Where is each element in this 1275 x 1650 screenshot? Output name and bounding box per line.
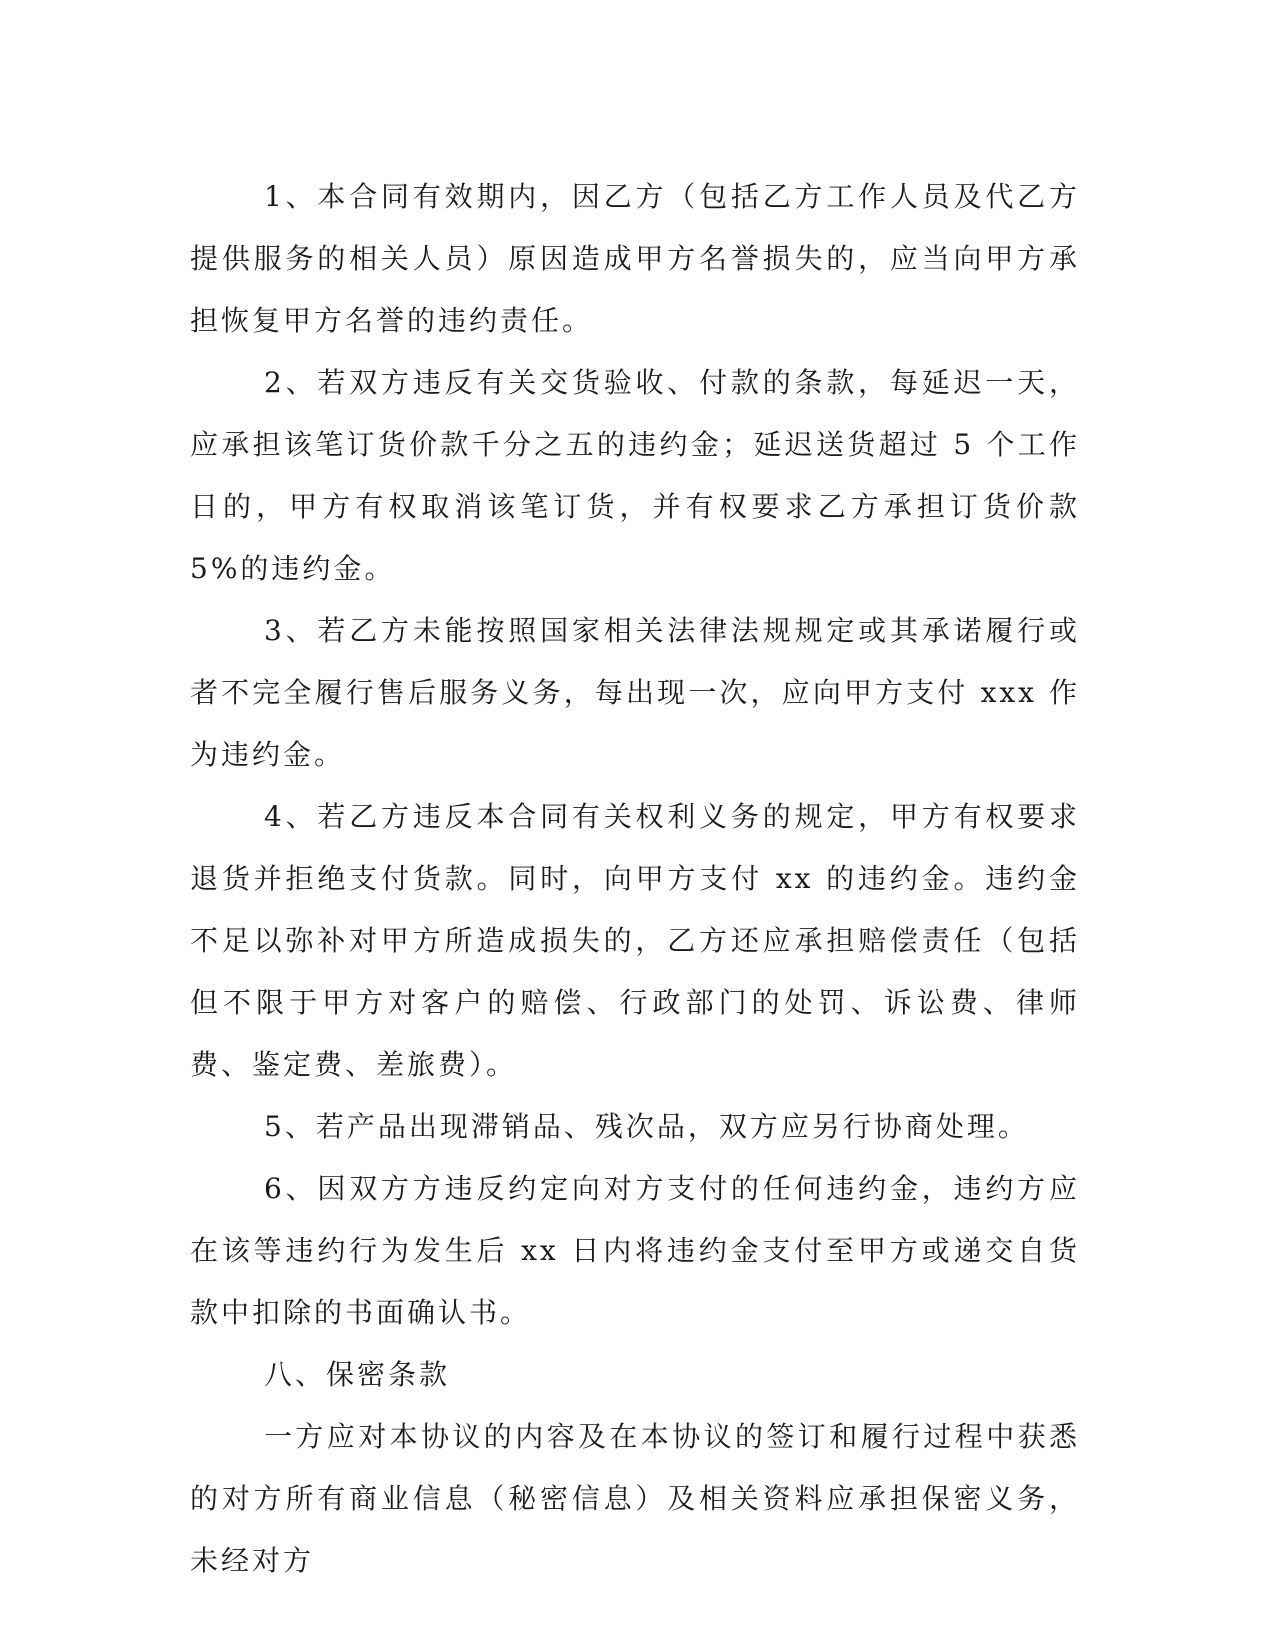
clause-4-paragraph: 4、若乙方违反本合同有关权利义务的规定，甲方有权要求退货并拒绝支付货款。同时，向甲方支付 xx 的违约金。违约金不足以弥补对甲方所造成损失的，乙方还应承担赔偿责任（包括但不限于甲方对客户的赔偿、行政部门的处罚、诉讼费、律师费、鉴定费、差旅费）。: [190, 800, 1080, 1081]
clause-5-paragraph: 5、若产品出现滞销品、残次品，双方应另行协商处理。: [264, 1110, 1029, 1143]
clause-2-paragraph: 2、若双方违反有关交货验收、付款的条款，每延迟一天，应承担该笔订货价款千分之五的违约金；延迟送货超过 5 个工作日的，甲方有权取消该笔订货，并有权要求乙方承担订货价款 5%的违约金。: [190, 366, 1080, 585]
clause-1-paragraph: 1、本合同有效期内，因乙方（包括乙方工作人员及代乙方提供服务的相关人员）原因造成甲方名誉损失的，应当向甲方承担恢复甲方名誉的违约责任。: [190, 180, 1080, 337]
clause-6-paragraph: 6、因双方方违反约定向对方支付的任何违约金，违约方应在该等违约行为发生后 xx 日内将违约金支付至甲方或递交自货款中扣除的书面确认书。: [190, 1172, 1080, 1329]
confidentiality-paragraph: 一方应对本协议的内容及在本协议的签订和履行过程中获悉的对方所有商业信息（秘密信息）及相关资料应承担保密义务，未经对方: [190, 1420, 1080, 1577]
document-body: [190, 166, 1080, 1592]
section-8-heading: 八、保密条款: [264, 1358, 451, 1391]
clause-3-paragraph: 3、若乙方未能按照国家相关法律法规规定或其承诺履行或者不完全履行售后服务义务，每出现一次，应向甲方支付 xxx 作为违约金。: [190, 614, 1080, 771]
